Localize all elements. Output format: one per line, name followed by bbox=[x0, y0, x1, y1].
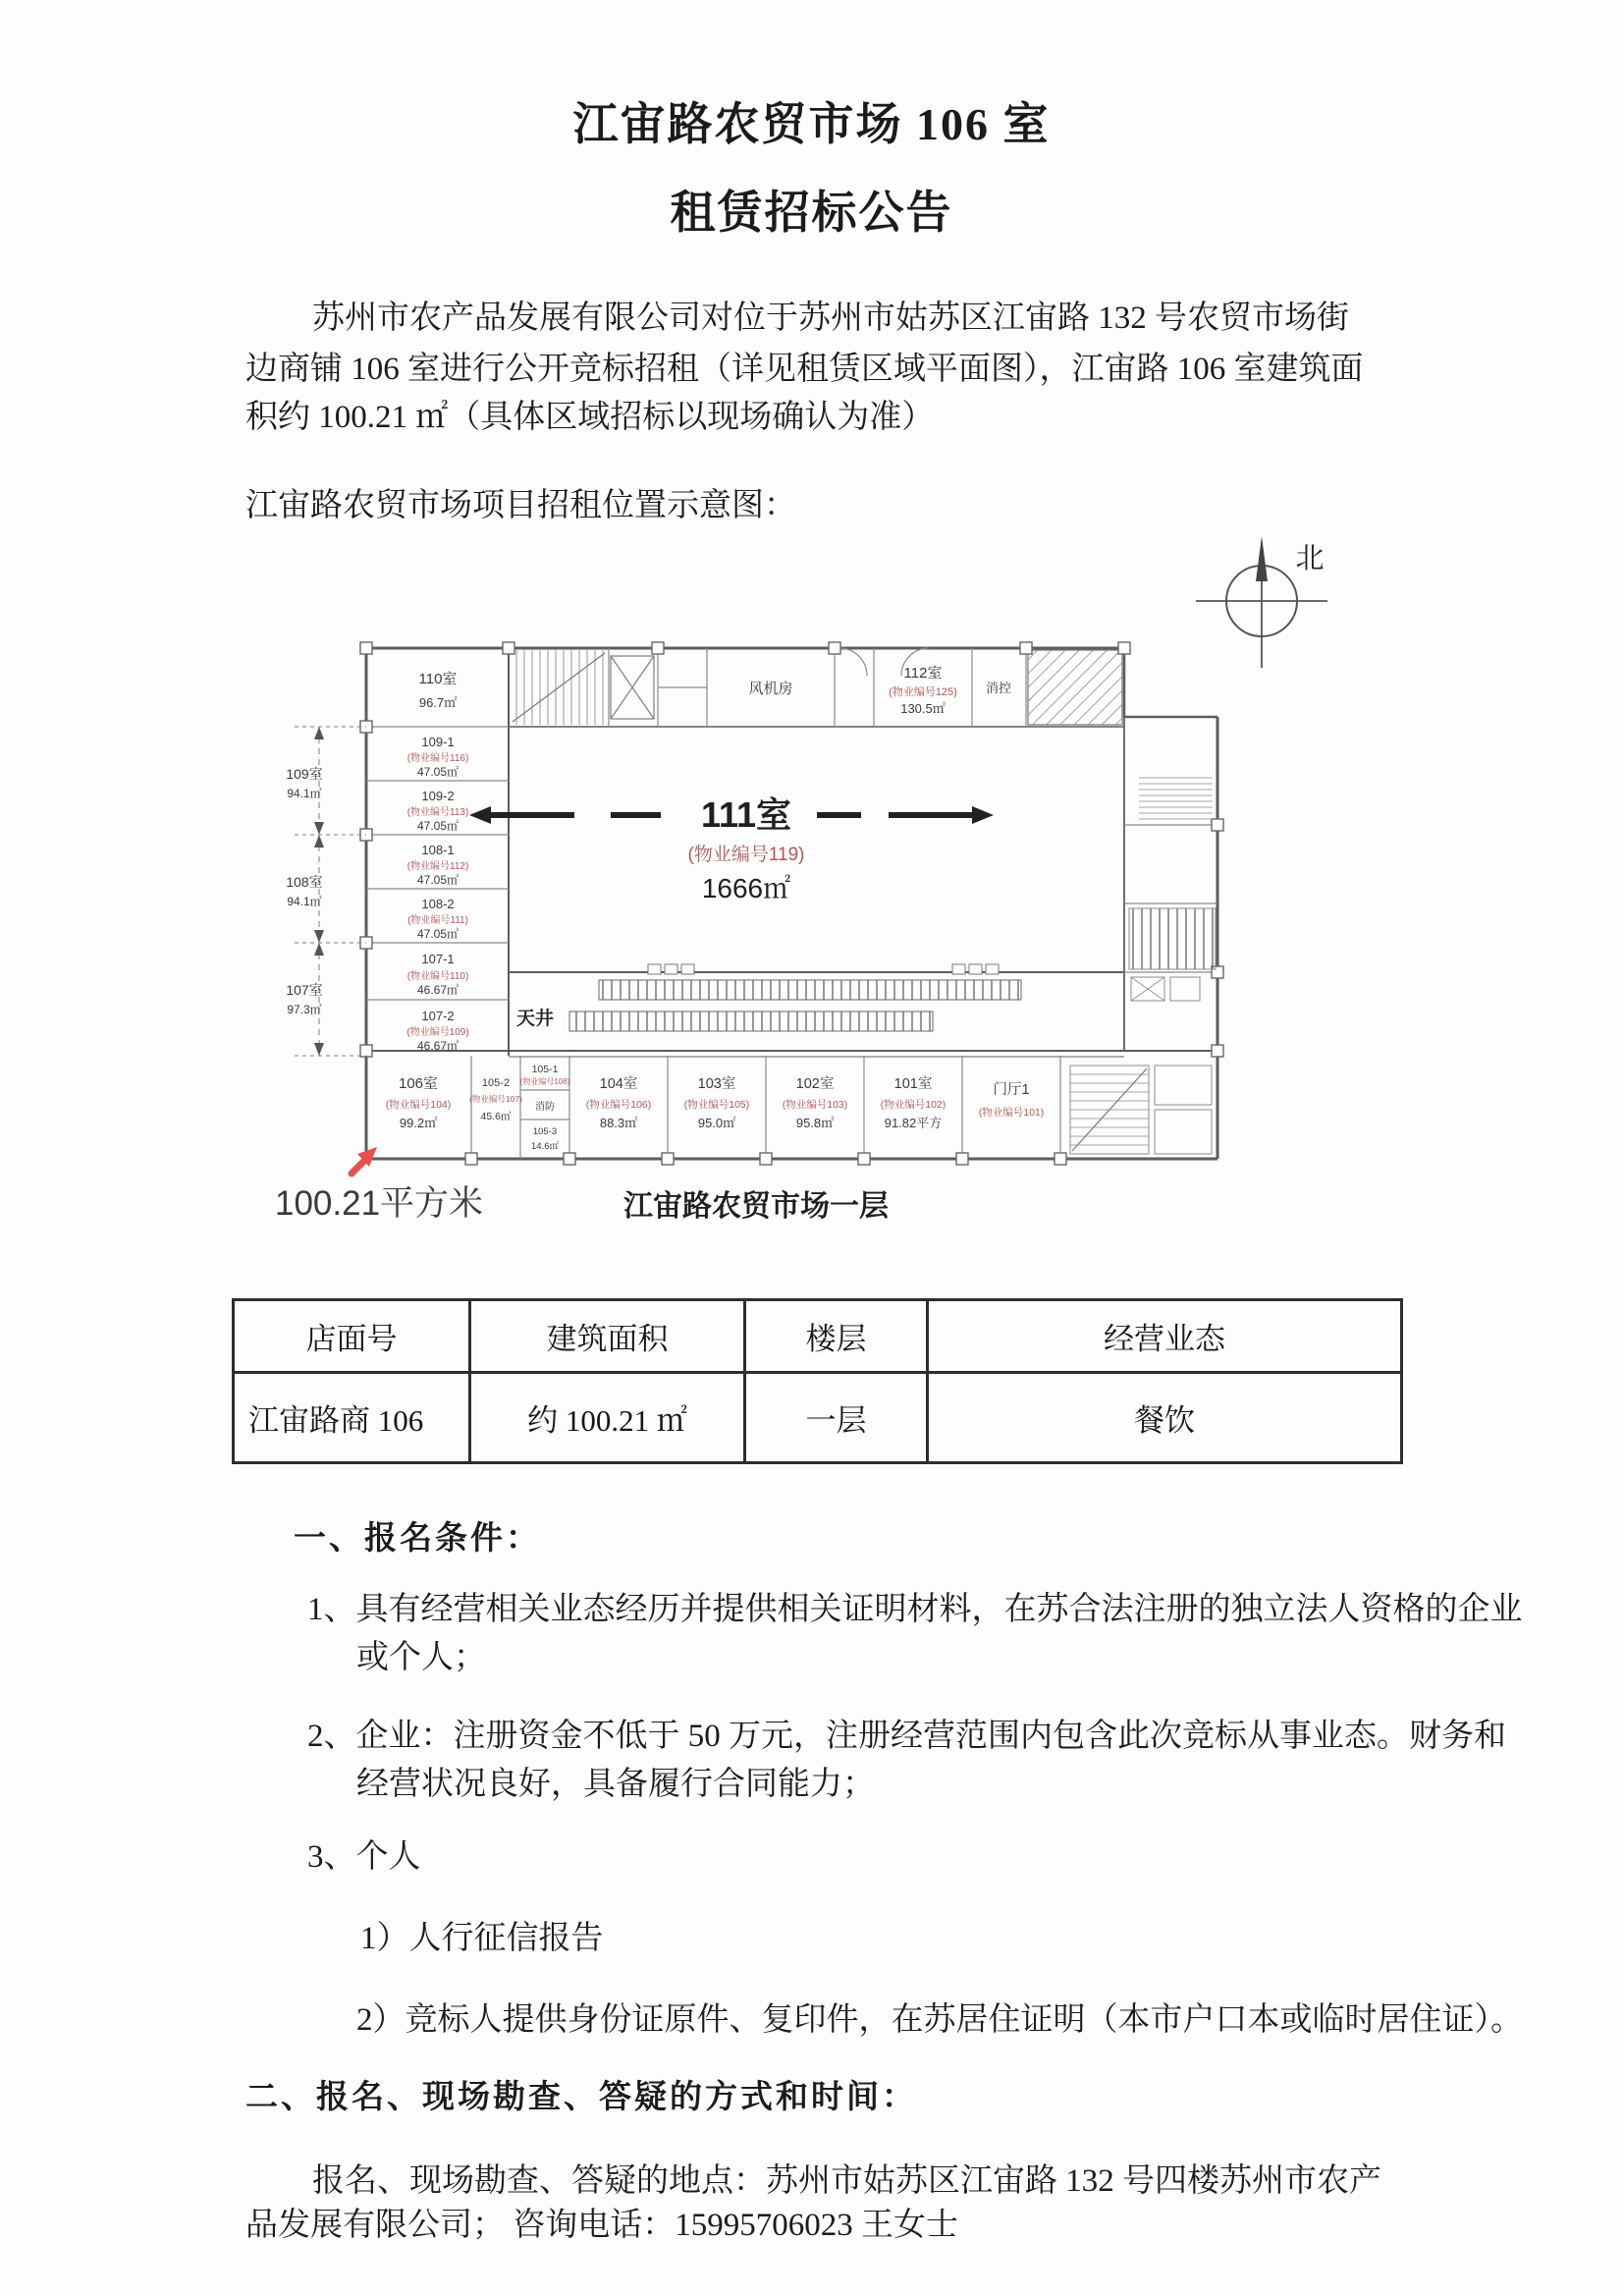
right-wing-fixtures bbox=[1129, 778, 1216, 1001]
svg-text:109室: 109室 bbox=[286, 766, 323, 782]
condition3-title: 3、个人 bbox=[307, 1839, 421, 1875]
cell-shop-no: 江宙路商 106 bbox=[234, 1373, 470, 1463]
hall-111 bbox=[469, 794, 994, 903]
svg-text:107-1: 107-1 bbox=[421, 952, 455, 966]
svg-text:(物业编号106): (物业编号106) bbox=[585, 1099, 652, 1111]
shop-info-table bbox=[232, 1298, 1403, 1464]
svg-text:(物业编号112): (物业编号112) bbox=[406, 861, 469, 872]
svg-text:(物业编号104): (物业编号104) bbox=[385, 1099, 452, 1111]
north-label: 北 bbox=[1295, 543, 1325, 574]
doc-title-line2: 租赁招标公告 bbox=[670, 188, 953, 238]
floor-plan bbox=[157, 530, 1404, 1232]
table-header-row bbox=[234, 1300, 1402, 1373]
location-line2: 品发展有限公司； 咨询电话：15995706023 王女士 bbox=[245, 2208, 958, 2243]
svg-text:106室: 106室 bbox=[398, 1075, 439, 1092]
svg-text:108-2: 108-2 bbox=[421, 897, 455, 911]
section1-title: 一、报名条件： bbox=[294, 1519, 541, 1556]
elevator-shaft bbox=[611, 656, 654, 719]
cell-business-type: 餐饮 bbox=[928, 1373, 1402, 1463]
staircase-top bbox=[513, 650, 605, 725]
hall-code: (物业编号119) bbox=[687, 845, 805, 865]
svg-text:47.05㎡: 47.05㎡ bbox=[416, 765, 460, 779]
svg-text:102室: 102室 bbox=[795, 1076, 835, 1092]
svg-text:(物业编号107): (物业编号107) bbox=[469, 1094, 522, 1104]
svg-text:46.67㎡: 46.67㎡ bbox=[416, 1039, 460, 1053]
svg-text:95.0㎡: 95.0㎡ bbox=[697, 1116, 736, 1130]
plan-intro-label: 江宙路农贸市场项目招租位置示意图： bbox=[245, 488, 796, 523]
location-line1: 报名、现场勘查、答疑的地点：苏州市姑苏区江宙路 132 号四楼苏州市农产 bbox=[312, 2163, 1381, 2199]
svg-text:104室: 104室 bbox=[599, 1076, 638, 1092]
svg-text:(物业编号101): (物业编号101) bbox=[978, 1107, 1045, 1119]
cell-area: 约 100.21 ㎡ bbox=[470, 1373, 745, 1463]
svg-text:94.1㎡: 94.1㎡ bbox=[287, 787, 322, 800]
condition1-line1: 1、具有经营相关业态经历并提供相关证明材料，在苏合法注册的独立法人资格的企业 bbox=[307, 1592, 1523, 1627]
svg-text:(物业编号103): (物业编号103) bbox=[782, 1099, 848, 1111]
hall-area: 1666㎡ bbox=[701, 873, 791, 903]
dimension-annotations bbox=[286, 727, 366, 1056]
svg-text:消防: 消防 bbox=[535, 1102, 555, 1113]
header-shop-no: 店面号 bbox=[234, 1300, 470, 1373]
condition1-line2: 或个人； bbox=[356, 1640, 486, 1675]
courtyard-label: 天井 bbox=[515, 1009, 555, 1029]
svg-text:95.8㎡: 95.8㎡ bbox=[795, 1116, 835, 1130]
svg-text:(物业编号105): (物业编号105) bbox=[683, 1099, 750, 1111]
bottom-rooms bbox=[386, 1064, 1045, 1152]
svg-text:107室: 107室 bbox=[286, 982, 323, 998]
svg-text:105-1: 105-1 bbox=[531, 1064, 559, 1075]
svg-text:(物业编号111): (物业编号111) bbox=[407, 915, 468, 926]
svg-text:14.6㎡: 14.6㎡ bbox=[531, 1141, 559, 1152]
control-room-label: 消控 bbox=[985, 681, 1012, 695]
svg-text:99.2㎡: 99.2㎡ bbox=[399, 1116, 438, 1130]
svg-text:47.05㎡: 47.05㎡ bbox=[416, 873, 460, 887]
condition3-sub1: 1）人行征信报告 bbox=[360, 1921, 604, 1956]
doc-title-line1: 江宙路农贸市场 106 室 bbox=[572, 99, 1051, 149]
svg-text:109-1: 109-1 bbox=[421, 735, 455, 749]
svg-text:(物业编号109): (物业编号109) bbox=[406, 1027, 469, 1038]
room-112-area: 130.5㎡ bbox=[900, 701, 946, 716]
header-area: 建筑面积 bbox=[470, 1300, 745, 1373]
plan-caption: 江宙路农贸市场一层 bbox=[623, 1190, 889, 1223]
intro-line2: 边商铺 106 室进行公开竞标招租（详见租赁区域平面图），江宙路 106 室建筑面 bbox=[245, 352, 1364, 387]
svg-text:94.1㎡: 94.1㎡ bbox=[287, 895, 322, 908]
service-staircase bbox=[1070, 1066, 1212, 1154]
svg-text:91.82平方: 91.82平方 bbox=[884, 1116, 943, 1130]
svg-text:105-3: 105-3 bbox=[532, 1126, 558, 1137]
svg-text:47.05㎡: 47.05㎡ bbox=[416, 927, 460, 941]
escalator-hatch bbox=[1028, 650, 1122, 725]
svg-text:(物业编号102): (物业编号102) bbox=[880, 1099, 947, 1111]
hall-name: 111室 bbox=[700, 794, 792, 835]
svg-text:107-2: 107-2 bbox=[421, 1009, 455, 1023]
condition2-line1: 2、企业：注册资金不低于 50 万元，注册经营范围内包含此次竞标从事业态。财务和 bbox=[307, 1719, 1506, 1754]
courtyard bbox=[516, 980, 1021, 1031]
svg-text:88.3㎡: 88.3㎡ bbox=[599, 1116, 638, 1130]
highlight-area-text: 100.21平方米 bbox=[275, 1184, 484, 1223]
svg-text:45.6㎡: 45.6㎡ bbox=[480, 1111, 512, 1122]
svg-text:(物业编号108): (物业编号108) bbox=[519, 1077, 570, 1086]
svg-text:(物业编号110): (物业编号110) bbox=[406, 971, 469, 982]
room-110-area: 96.7㎡ bbox=[418, 695, 458, 710]
table-row bbox=[234, 1373, 1402, 1463]
intro-line1: 苏州市农产品发展有限公司对位于苏州市姑苏区江宙路 132 号农贸市场街 bbox=[312, 301, 1349, 336]
section2-title: 二、报名、现场勘查、答疑的方式和时间： bbox=[245, 2078, 917, 2114]
condition2-line2: 经营状况良好，具备履行合同能力； bbox=[356, 1767, 875, 1802]
svg-text:109-2: 109-2 bbox=[421, 789, 455, 803]
svg-text:46.67㎡: 46.67㎡ bbox=[416, 983, 460, 997]
svg-text:103室: 103室 bbox=[697, 1076, 736, 1092]
svg-text:97.3㎡: 97.3㎡ bbox=[287, 1003, 322, 1016]
header-floor: 楼层 bbox=[745, 1300, 928, 1373]
svg-text:门厅1: 门厅1 bbox=[993, 1082, 1030, 1098]
room-110-name: 110室 bbox=[418, 671, 458, 687]
room-112-name: 112室 bbox=[903, 665, 943, 682]
header-business-type: 经营业态 bbox=[928, 1300, 1402, 1373]
intro-line3: 积约 100.21 ㎡（具体区域招标以现场确认为准） bbox=[245, 400, 935, 435]
fan-room-label: 风机房 bbox=[748, 681, 793, 697]
cell-floor: 一层 bbox=[745, 1373, 928, 1463]
left-rooms bbox=[406, 735, 468, 1053]
svg-text:105-2: 105-2 bbox=[481, 1077, 511, 1089]
north-compass-icon bbox=[1196, 536, 1327, 668]
svg-text:(物业编号113): (物业编号113) bbox=[406, 807, 469, 818]
svg-text:108-1: 108-1 bbox=[421, 843, 455, 857]
svg-text:(物业编号116): (物业编号116) bbox=[406, 753, 469, 764]
svg-text:101室: 101室 bbox=[893, 1076, 933, 1092]
svg-text:47.05㎡: 47.05㎡ bbox=[416, 819, 460, 833]
svg-text:108室: 108室 bbox=[286, 874, 323, 890]
condition3-sub2: 2）竞标人提供身份证原件、复印件，在苏居住证明（本市户口本或临时居住证）。 bbox=[356, 2002, 1523, 2038]
room-112-code: (物业编号125) bbox=[889, 686, 957, 698]
